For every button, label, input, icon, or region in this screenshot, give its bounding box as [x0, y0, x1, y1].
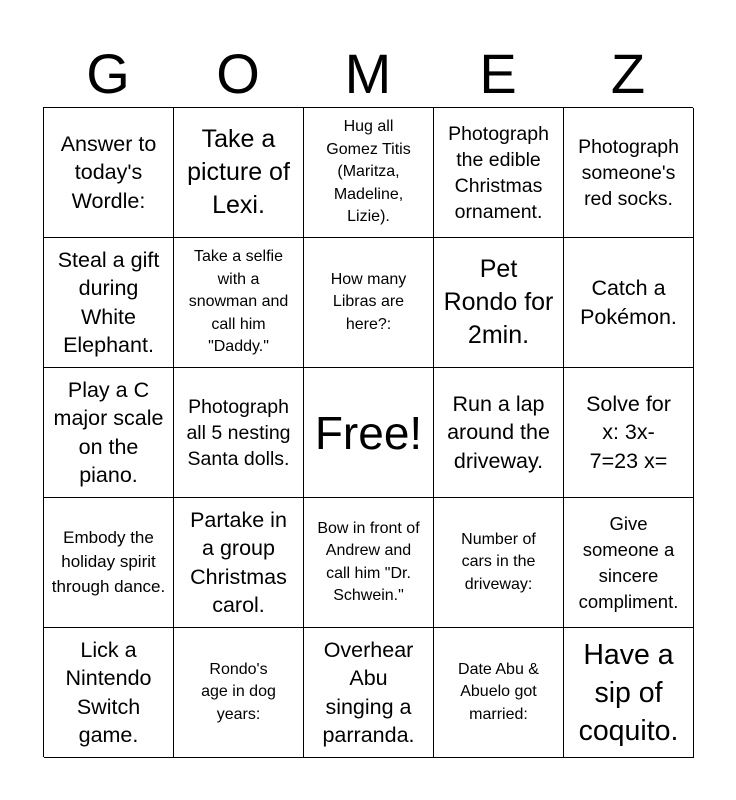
cell-text: Date Abu & Abuelo got married:: [458, 660, 539, 723]
bingo-cell[interactable]: [44, 238, 174, 368]
bingo-cell[interactable]: [434, 238, 564, 368]
cell-text: Give someone a sincere compliment.: [578, 512, 679, 612]
bingo-cell[interactable]: [564, 238, 694, 368]
bingo-cell[interactable]: [44, 498, 174, 628]
header-letter-m: M: [344, 42, 392, 105]
free-space-text: Free!: [314, 406, 423, 459]
bingo-cell[interactable]: [434, 108, 564, 238]
cell-text: Play a C major scale on the piano.: [53, 377, 164, 487]
cell-text: Photograph someone's red socks.: [578, 135, 679, 210]
bingo-cell[interactable]: [44, 368, 174, 498]
cell-text: Have a sip of coquito.: [578, 638, 679, 747]
bingo-cell[interactable]: [44, 628, 174, 758]
bingo-cell[interactable]: [564, 498, 694, 628]
bingo-cell[interactable]: [174, 238, 304, 368]
bingo-cell[interactable]: [564, 628, 694, 758]
cell-text: Answer to today's Wordle:: [60, 131, 157, 213]
cell-text: Catch a Pokémon.: [580, 276, 677, 329]
cell-text: Embody the holiday spirit through dance.: [51, 527, 166, 596]
bingo-cell[interactable]: [174, 108, 304, 238]
header-letter-g: G: [86, 42, 130, 105]
header-letter-z: Z: [610, 42, 646, 105]
bingo-cell[interactable]: [564, 108, 694, 238]
bingo-cell[interactable]: [174, 498, 304, 628]
cell-text: Run a lap around the driveway.: [447, 391, 550, 473]
cell-text: Lick a Nintendo Switch game.: [65, 637, 152, 747]
cell-text: Partake in a group Christmas carol.: [190, 507, 287, 617]
cell-text: Bow in front of Andrew and call him "Dr. Schwein.": [317, 519, 420, 604]
bingo-cell[interactable]: [434, 628, 564, 758]
bingo-cell[interactable]: [174, 628, 304, 758]
header-letter-e: E: [479, 42, 517, 105]
cell-text: How many Libras are here?:: [330, 270, 407, 333]
bingo-cell[interactable]: [174, 368, 304, 498]
header-letter-o: O: [216, 42, 260, 105]
cell-text: Overhear Abu singing a parranda.: [322, 637, 415, 747]
bingo-cell[interactable]: [564, 368, 694, 498]
bingo-board: [43, 107, 693, 757]
cell-text: Rondo's age in dog years:: [201, 660, 276, 723]
cell-text: Pet Rondo for 2min.: [443, 255, 554, 349]
bingo-cell[interactable]: [304, 108, 434, 238]
cell-text: Hug all Gomez Titis (Maritza, Madeline, Lizie).: [326, 118, 411, 226]
bingo-cell[interactable]: [304, 498, 434, 628]
bingo-cell[interactable]: [434, 368, 564, 498]
cell-text: Number of cars in the driveway:: [461, 530, 536, 593]
bingo-cell[interactable]: [434, 498, 564, 628]
bingo-header: [43, 40, 693, 108]
free-space[interactable]: [304, 368, 434, 498]
cell-text: Take a picture of Lexi.: [187, 125, 290, 219]
cell-text: Take a selfie with a snowman and call him "Daddy.": [188, 248, 289, 356]
bingo-cell[interactable]: [304, 628, 434, 758]
bingo-cell[interactable]: [44, 108, 174, 238]
cell-text: Solve for x: 3x-7=23 x=: [586, 391, 671, 473]
cell-text: Photograph the edible Christmas ornament.: [448, 122, 549, 223]
cell-text: Photograph all 5 nesting Santa dolls.: [186, 395, 291, 470]
bingo-cell[interactable]: [304, 238, 434, 368]
cell-text: Steal a gift during White Elephant.: [57, 247, 160, 357]
